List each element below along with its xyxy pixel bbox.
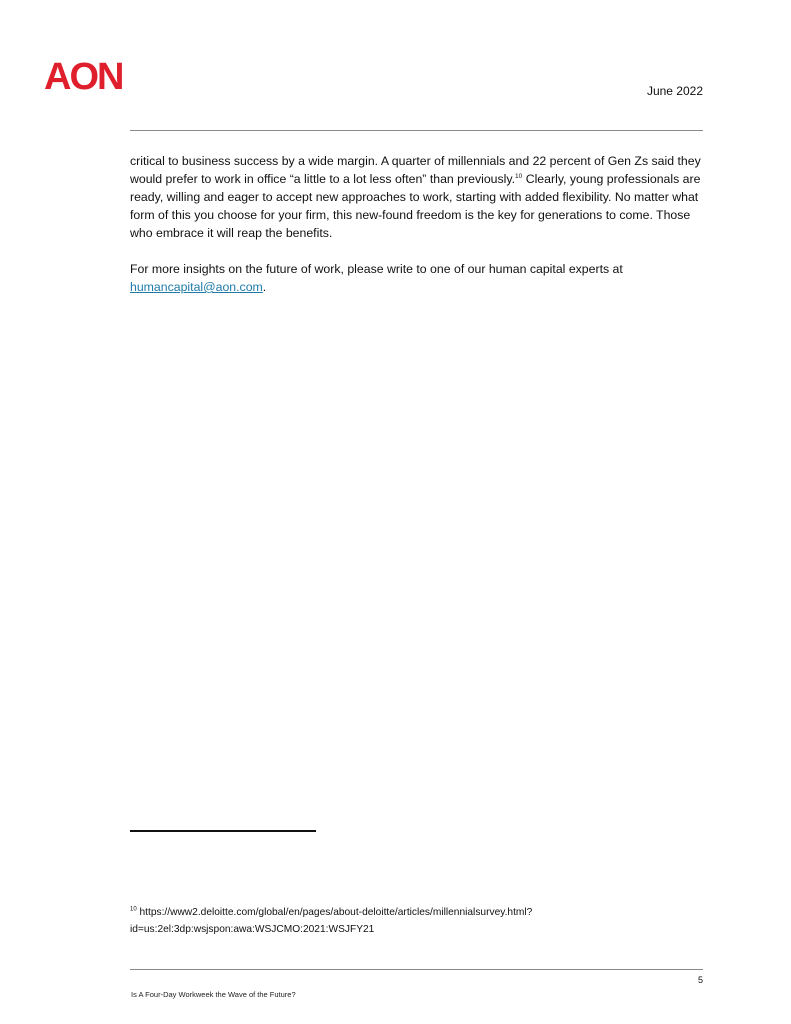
page-number: 5	[697, 975, 703, 985]
footnote-text: https://www2.deloitte.com/global/en/pages/about-deloitte/articles/millennialsurvey.html?id=us:2el:3dp:wsjspon:awa:WSJCMO:2021:WSJFY21	[130, 907, 533, 935]
paragraph-2-end: .	[262, 280, 267, 294]
aon-logo	[44, 58, 134, 92]
paragraph-1	[130, 152, 703, 242]
paragraph-2-text: For more insights on the future of work, please write to one of our human capital experts at	[130, 262, 623, 276]
footnote	[130, 904, 703, 938]
paragraph-1-text-a: critical to business success by a wide margin. A quarter of millennials and 22 percent of Gen Zs said they would prefer to work in office “a little to a lot less often” than previously.	[130, 154, 701, 186]
svg-text:AON: AON	[44, 58, 123, 92]
document-date: June 2022	[646, 84, 703, 98]
footnote-number: 10	[130, 906, 137, 913]
paragraph-1-text-b: Clearly, young professionals are ready, willing and eager to accept new approaches to work, starting with added flexibility. No matter what form of this you choose for your firm, this new-found freedom is the key for generations to come. Those who embrace it will reap the benefits.	[130, 172, 701, 240]
main-body	[130, 152, 703, 314]
email-link[interactable]: humancapital@aon.com	[130, 280, 263, 294]
footer-divider	[130, 969, 703, 970]
header-divider	[130, 130, 703, 131]
aon-logo-mark	[44, 58, 134, 92]
paragraph-2	[130, 260, 703, 296]
footer-title: Is A Four-Day Workweek the Wave of the Future?	[131, 990, 296, 999]
footnote-divider	[130, 830, 316, 832]
footnote-reference[interactable]: 10	[515, 172, 523, 180]
